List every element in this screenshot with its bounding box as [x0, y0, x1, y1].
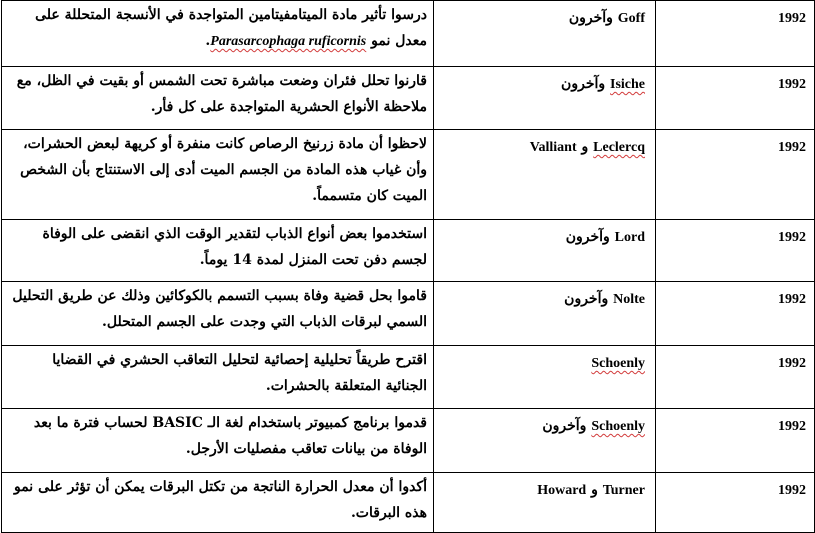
research-table — [1, 0, 815, 533]
table-row — [2, 473, 815, 533]
table-row — [2, 409, 815, 473]
author-cell — [434, 1, 656, 67]
year-cell — [656, 220, 815, 282]
description-text: قارنوا تحلل فئران وضعت مباشرة تحت الشمس أو بقيت في الظل، مع ملاحظة الأنواع الحشرية المتواجدة على كل فأر. — [16, 73, 427, 115]
description-tail: . — [205, 33, 211, 49]
author-name: Schoenly — [591, 419, 645, 434]
author-cell — [434, 409, 656, 473]
species-name: Parasarcophaga ruficornis — [210, 34, 367, 49]
table-row — [2, 282, 815, 346]
year-cell — [656, 346, 815, 409]
table-row — [2, 67, 815, 130]
year-value: 1992 — [778, 419, 806, 434]
author-cell — [434, 130, 656, 220]
table-row — [2, 346, 815, 409]
author-name: Turner — [602, 483, 645, 498]
year-cell — [656, 130, 815, 220]
author-name: Isiche — [610, 77, 645, 92]
author-suffix: وآخرون — [561, 76, 610, 92]
author-suffix: وآخرون — [542, 418, 592, 434]
author-name: Schoenly — [591, 356, 645, 371]
author-name: Leclercq — [593, 140, 645, 155]
description-text: لاحظوا أن مادة زرنيخ الرصاص كانت منفرة أو كريهة لبعض الحشرات، وأن غياب هذه المادة من الجسم الميت أدى إلى الاستنتاج بأن الشخص الميت كان متسمماً. — [20, 136, 427, 204]
author-name: Lord — [614, 230, 645, 245]
author-name: Nolte — [613, 292, 645, 307]
table-row — [2, 130, 815, 220]
author-joiner: و — [576, 139, 594, 155]
author-suffix: وآخرون — [568, 10, 618, 26]
author-name-second: Howard — [537, 483, 587, 498]
author-cell — [434, 346, 656, 409]
table-row — [2, 1, 815, 67]
description-text: أكدوا أن معدل الحرارة الناتجة من تكتل البرقات يمكن أن تؤثر على نمو هذه البرقات. — [13, 479, 427, 521]
author-cell — [434, 67, 656, 130]
year-cell — [656, 473, 815, 533]
year-cell — [656, 282, 815, 346]
year-value: 1992 — [778, 483, 806, 498]
year-cell — [656, 409, 815, 473]
year-value: 1992 — [778, 356, 806, 371]
description-text: اقترح طريقاً تحليلية إحصائية لتحليل التعاقب الحشري في القضايا الجنائية المتعلقة بالحشرات. — [52, 352, 427, 394]
description-cell — [2, 473, 434, 533]
description-cell — [2, 130, 434, 220]
research-table-container — [1, 0, 806, 533]
year-cell — [656, 67, 815, 130]
author-cell — [434, 282, 656, 346]
year-value: 1992 — [778, 230, 806, 245]
author-name-second: Valliant — [529, 140, 577, 155]
description-cell — [2, 409, 434, 473]
description-cell — [2, 282, 434, 346]
description-text: استخدموا بعض أنواع الذباب لتقدير الوقت الذي انقضى على الوفاة لجسم دفن تحت المنزل لمدة 14 يوماً. — [42, 226, 427, 268]
year-cell — [656, 1, 815, 67]
table-row — [2, 220, 815, 282]
description-cell — [2, 220, 434, 282]
year-value: 1992 — [778, 140, 806, 155]
description-text: قاموا بحل قضية وفاة بسبب التسمم بالكوكائين وذلك عن طريق التحليل السمي لبرقات الذباب التي وجدت على الجسم المتحلل. — [12, 288, 427, 330]
description-cell — [2, 67, 434, 130]
year-value: 1992 — [778, 292, 806, 307]
author-joiner: و — [586, 482, 603, 498]
year-value: 1992 — [778, 11, 806, 26]
description-cell — [2, 1, 434, 67]
author-cell — [434, 220, 656, 282]
author-suffix: وآخرون — [564, 291, 614, 307]
author-name: Goff — [617, 11, 645, 26]
author-suffix: وآخرون — [565, 229, 615, 245]
author-cell — [434, 473, 656, 533]
year-value: 1992 — [778, 77, 806, 92]
description-text: درسوا تأثير مادة الميتامفيتامين المتواجدة في الأنسجة المتحللة على معدل نمو — [35, 7, 427, 49]
description-cell — [2, 346, 434, 409]
description-text: قدموا برنامج كمبيوتر باستخدام لغة الـ BASIC لحساب فترة ما بعد الوفاة من بيانات تعاقب مفصليات الأرجل. — [33, 415, 427, 457]
